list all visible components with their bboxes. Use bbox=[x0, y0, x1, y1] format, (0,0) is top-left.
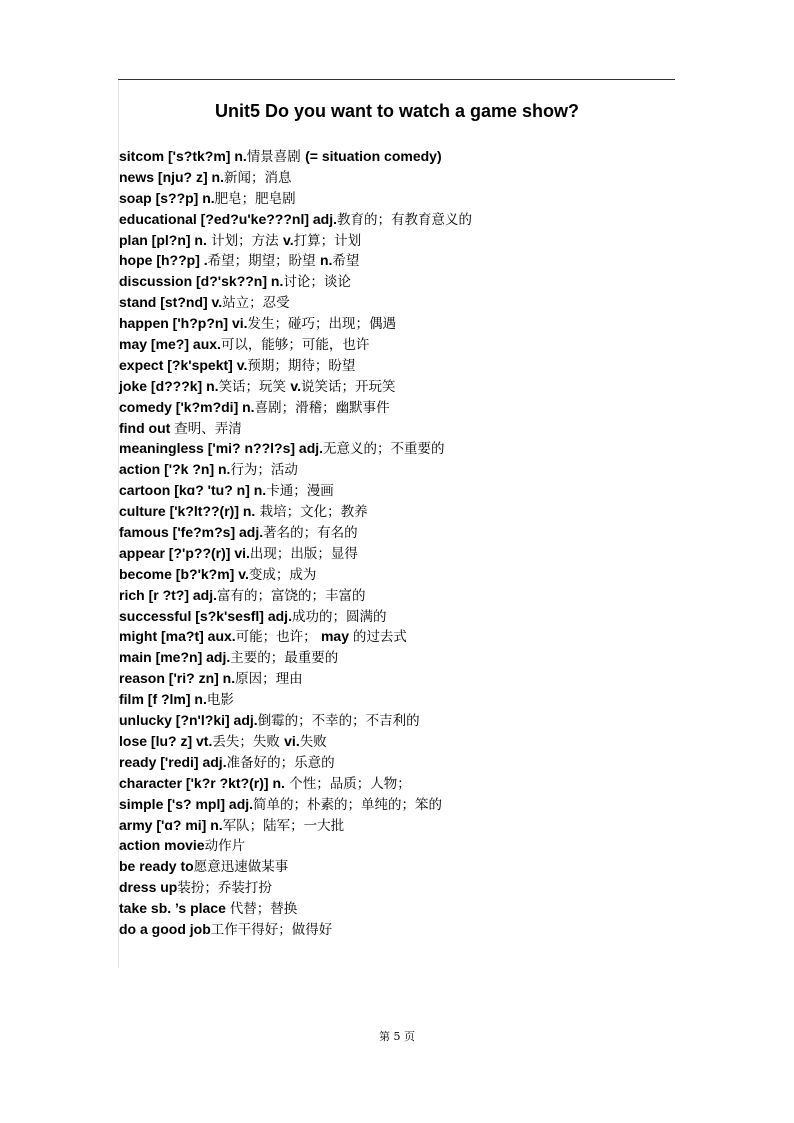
vocab-definition: 倒霉的；不幸的；不吉利的 bbox=[257, 713, 420, 730]
vocab-entry bbox=[119, 773, 679, 794]
vocab-word-extra: v. bbox=[282, 231, 294, 248]
vocab-definition: 愿意迅速做某事 bbox=[193, 859, 289, 876]
vocab-definition: 变成；成为 bbox=[248, 566, 317, 583]
vocab-word: happen ['h?p?n] vi. bbox=[119, 315, 248, 332]
vocab-entry bbox=[119, 146, 679, 167]
vocab-definition: 情景喜剧 bbox=[246, 149, 306, 165]
vocab-entry bbox=[119, 376, 679, 397]
vocab-word: successful [s?k'sesfl] adj. bbox=[119, 607, 292, 624]
vocab-word: cartoon [kɑ? 'tu? n] n. bbox=[119, 482, 267, 499]
vocab-entry bbox=[119, 585, 679, 606]
vocab-word: hope [h??p] . bbox=[119, 252, 208, 269]
vocabulary-list bbox=[119, 146, 679, 940]
vocab-entry bbox=[119, 710, 679, 731]
vocab-word-extra: v. bbox=[290, 377, 301, 394]
vocab-word: may [me?] aux. bbox=[119, 336, 221, 353]
vocab-definition: 主要的；最重要的 bbox=[230, 650, 339, 667]
vocab-word: find out bbox=[119, 419, 175, 436]
vocab-word: news [nju? z] n. bbox=[119, 168, 224, 185]
vocab-definition: 代替；替换 bbox=[229, 901, 298, 918]
vocab-word: stand [st?nd] v. bbox=[119, 294, 223, 311]
vocab-definition: 行为；活动 bbox=[230, 462, 298, 479]
vocab-definition: 工作干得好；做得好 bbox=[210, 921, 333, 938]
vocab-definition: 可能；也许； bbox=[235, 629, 321, 646]
vocab-definition: 新闻；消息 bbox=[224, 169, 292, 186]
vocab-definition: 喜剧；滑稽；幽默事件 bbox=[254, 399, 390, 416]
vocab-definition: 富有的；富饶的；丰富的 bbox=[217, 587, 366, 604]
vocab-entry bbox=[119, 355, 679, 376]
vocab-word: culture ['k?lt??(r)] n. bbox=[119, 503, 256, 520]
vocab-entry bbox=[119, 522, 679, 543]
vocab-word-extra: may bbox=[320, 628, 353, 645]
vocab-entry bbox=[119, 543, 679, 564]
vocab-word: dress up bbox=[119, 879, 178, 896]
vocab-word: might [ma?t] aux. bbox=[119, 628, 236, 645]
vocab-word: action ['?k ?n] n. bbox=[119, 461, 231, 478]
vocab-definition: 卡通；漫画 bbox=[266, 483, 334, 500]
vocab-definition-extra: 希望 bbox=[332, 253, 360, 270]
vocab-word: rich [r ?t?] adj. bbox=[119, 586, 217, 603]
vocab-word: educational [?ed?u'ke???nl] adj. bbox=[119, 210, 338, 227]
vocab-word: lose [lu? z] vt. bbox=[119, 732, 213, 749]
vocab-entry bbox=[119, 209, 679, 230]
vocab-word: simple ['s? mpl] adj. bbox=[119, 795, 254, 812]
vocab-entry bbox=[119, 919, 679, 940]
vocab-definition: 站立；忍受 bbox=[222, 295, 290, 312]
page-title: Unit5 Do you want to watch a game show? bbox=[215, 101, 580, 121]
vocab-word: take sb. ’s place bbox=[119, 900, 230, 917]
vocab-definition: 发生；碰巧；出现；偶遇 bbox=[247, 316, 397, 333]
vocab-entry bbox=[119, 856, 679, 877]
vocab-definition-extra: 失败 bbox=[299, 733, 327, 750]
vocab-entry bbox=[119, 480, 679, 501]
vocab-entry bbox=[119, 752, 679, 773]
vocab-definition: 讨论；谈论 bbox=[283, 274, 351, 291]
vocab-definition: 简单的；朴素的；单纯的；笨的 bbox=[253, 796, 443, 813]
vocab-entry bbox=[119, 167, 679, 188]
vocab-entry bbox=[119, 794, 679, 815]
vocab-definition: 著名的；有名的 bbox=[263, 525, 358, 542]
vocab-definition: 出现；出版；显得 bbox=[249, 545, 358, 562]
vocab-definition: 查明、弄清 bbox=[174, 420, 242, 437]
vocab-definition: 肥皂；肥皂剧 bbox=[214, 190, 296, 207]
vocab-word: expect [?k'spekt] v. bbox=[119, 356, 248, 373]
vocab-entry bbox=[119, 418, 679, 439]
vocab-definition: 教育的；有教育意义的 bbox=[337, 211, 473, 228]
vocab-word: appear [?'p??(r)] vi. bbox=[119, 544, 250, 561]
vocab-word: reason ['ri? zn] n. bbox=[119, 670, 236, 687]
vocab-entry bbox=[119, 731, 679, 752]
vocab-definition: 准备好的；乐意的 bbox=[226, 754, 335, 771]
vocab-entry bbox=[119, 250, 679, 271]
vocab-word: meaningless ['mi? n??l?s] adj. bbox=[119, 440, 324, 457]
vocab-entry bbox=[119, 313, 679, 334]
vocab-definition: 军队；陆军；一大批 bbox=[222, 817, 345, 834]
vocab-definition: 预期；期待；盼望 bbox=[247, 357, 356, 374]
vocab-word: joke [d???k] n. bbox=[119, 377, 219, 394]
vocab-entry bbox=[119, 397, 679, 418]
vocab-word: plan [pl?n] n. bbox=[119, 231, 207, 248]
vocab-word: action movie bbox=[119, 837, 205, 854]
vocab-entry bbox=[119, 230, 679, 251]
vocab-word: become [b?'k?m] v. bbox=[119, 565, 249, 582]
vocab-word: army ['ɑ? mi] n. bbox=[119, 816, 223, 833]
page-number: 第 5 页 bbox=[379, 1030, 415, 1043]
vocab-entry bbox=[119, 626, 679, 647]
vocab-entry bbox=[119, 292, 679, 313]
vocab-entry bbox=[119, 334, 679, 355]
vocab-definition: 原因；理由 bbox=[235, 671, 303, 688]
vocab-entry bbox=[119, 835, 679, 856]
vocab-entry bbox=[119, 606, 679, 627]
vocab-word: do a good job bbox=[119, 920, 211, 937]
vocab-word: comedy ['k?m?di] n. bbox=[119, 398, 255, 415]
vocab-entry bbox=[119, 689, 679, 710]
header-rule bbox=[118, 79, 675, 80]
vocab-definition: 栽培；文化；教养 bbox=[255, 504, 368, 521]
vocab-word: ready ['redi] adj. bbox=[119, 753, 227, 770]
vocab-entry bbox=[119, 647, 679, 668]
vocab-entry bbox=[119, 898, 679, 919]
vocab-word: unlucky [?n'l?ki] adj. bbox=[119, 712, 258, 729]
vocab-definition-extra: 说笑话；开玩笑 bbox=[301, 378, 396, 395]
vocab-entry bbox=[119, 564, 679, 585]
vocab-definition: 个性；品质；人物； bbox=[284, 775, 411, 792]
vocab-word: main [me?n] adj. bbox=[119, 649, 231, 666]
vocab-word: be ready to bbox=[119, 858, 194, 875]
vocab-word: sitcom ['s?tk?m] n. bbox=[119, 148, 247, 164]
vocab-word: character ['k?r ?kt?(r)] n. bbox=[119, 774, 285, 791]
vocab-definition: 电影 bbox=[206, 692, 234, 709]
vocab-word-extra: (= situation comedy) bbox=[305, 148, 442, 164]
vocab-word: discussion [d?'sk??n] n. bbox=[119, 273, 284, 290]
vocab-definition-extra: 打算；计划 bbox=[293, 232, 362, 249]
vocab-entry bbox=[119, 188, 679, 209]
vocab-definition: 可以，能够；可能，也许 bbox=[220, 337, 370, 354]
vocab-definition: 丢失；失败 bbox=[212, 733, 285, 750]
vocab-entry bbox=[119, 459, 679, 480]
vocab-definition: 装扮；乔装打扮 bbox=[177, 880, 272, 897]
vocab-word-extra: n. bbox=[319, 252, 333, 269]
vocab-definition: 成功的；圆满的 bbox=[291, 608, 387, 625]
vocab-definition: 计划；方法 bbox=[206, 232, 283, 249]
vocab-entry bbox=[119, 668, 679, 689]
vocab-definition: 笑话；玩笑 bbox=[218, 378, 291, 395]
vocab-definition-extra: 的过去式 bbox=[352, 629, 407, 646]
vocab-entry bbox=[119, 438, 679, 459]
vocab-entry bbox=[119, 501, 679, 522]
vocab-entry bbox=[119, 271, 679, 292]
vocab-entry bbox=[119, 815, 679, 836]
vocab-word: film [f ?lm] n. bbox=[119, 691, 207, 708]
vocab-definition: 希望；期望；盼望 bbox=[207, 253, 320, 270]
vocab-entry bbox=[119, 877, 679, 898]
vocab-word-extra: vi. bbox=[284, 732, 300, 749]
vocab-definition: 动作片 bbox=[204, 838, 246, 855]
vocab-definition: 无意义的；不重要的 bbox=[323, 441, 445, 458]
vocab-word: famous ['fe?m?s] adj. bbox=[119, 524, 264, 541]
vocab-word: soap [s??p] n. bbox=[119, 189, 215, 206]
